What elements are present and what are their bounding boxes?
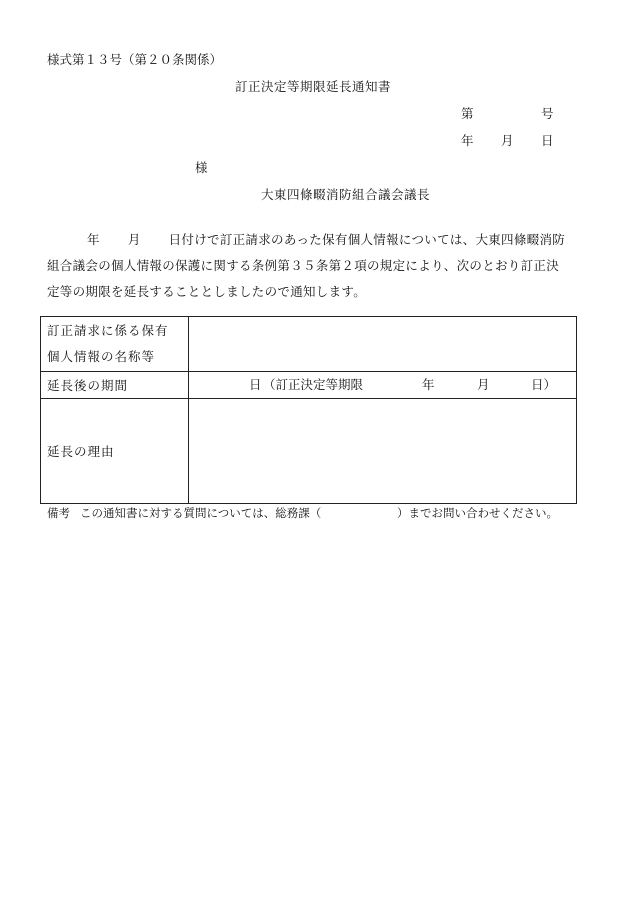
period-day: 日 [249, 377, 262, 392]
period-close: 日） [531, 377, 557, 392]
period-deadline-label: （訂正決定等期限 [263, 377, 364, 392]
note-label: 備考 [47, 506, 70, 520]
notice-table [40, 316, 577, 504]
period-year: 年 [422, 377, 435, 392]
info-name-label-line-1: 訂正請求に係る保有 [47, 323, 169, 338]
form-number: 様式第１３号（第２０条関係） [47, 52, 223, 67]
date-day: 日 [541, 133, 554, 148]
period-month: 月 [477, 377, 490, 392]
recipient-suffix: 様 [195, 160, 208, 175]
date-year: 年 [461, 133, 474, 148]
body-line-3: 定等の期限を延長することとしましたので通知します。 [47, 284, 367, 299]
info-name-label [41, 317, 189, 372]
body-line-1-text: 日付けで訂正請求のあった保有個人情報については、大東四條畷消防 [168, 232, 566, 247]
doc-number-prefix: 第 [461, 106, 474, 121]
reason-value[interactable] [189, 399, 577, 504]
body-year: 年 [87, 232, 100, 247]
info-name-value[interactable] [189, 317, 577, 372]
table-row [41, 372, 577, 399]
document-title: 訂正決定等期限延長通知書 [235, 79, 392, 94]
table-row [41, 399, 577, 504]
date-month: 月 [501, 133, 514, 148]
body-paragraph [47, 227, 587, 305]
doc-number-suffix: 号 [541, 106, 554, 121]
body-line-2: 組合議会の個人情報の保護に関する条例第３５条第２項の規定により、次のとおり訂正決 [47, 258, 560, 273]
reason-label: 延長の理由 [41, 399, 189, 504]
extended-period-value[interactable] [189, 372, 577, 399]
extended-period-label: 延長後の期間 [41, 372, 189, 399]
body-month: 月 [127, 232, 141, 247]
note-text-before: この通知書に対する質問については、総務課（ [80, 506, 322, 520]
note-text-after: ）までお問い合わせください。 [397, 506, 558, 520]
body-line-1 [47, 227, 587, 253]
sender-name: 大東四條畷消防組合議会議長 [261, 187, 431, 202]
table-row [41, 317, 577, 372]
info-name-label-line-2: 個人情報の名称等 [47, 349, 156, 364]
